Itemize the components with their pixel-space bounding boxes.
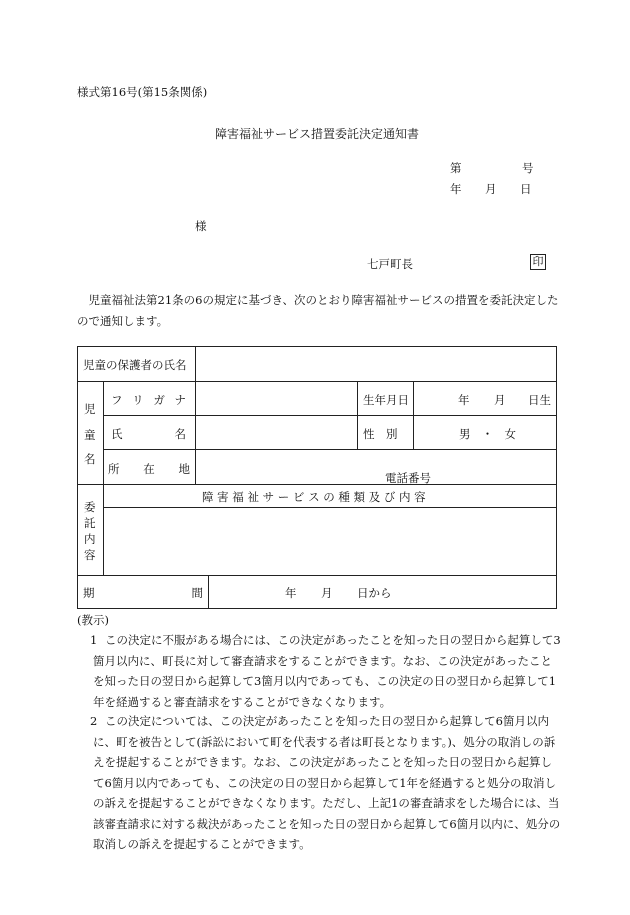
doc-number-suffix: 号	[522, 161, 534, 175]
note-1-number: 1	[90, 633, 98, 647]
furigana-char: リ	[132, 393, 144, 407]
issuer-name: 七戸町長	[367, 257, 413, 271]
entrust-char-2: 託	[84, 516, 96, 530]
guardian-name-field[interactable]	[200, 351, 552, 377]
note-1-text: この決定に不服がある場合には、この決定があったことを知った日の翌日から起算して3箇月以内に、町長に対して審査請求をすることができます。なお、この決定があったことを知った日の翌日から起算して3箇月以内であっても、この決定の日の翌日から起算して1年を経過すると審査請求をすることができなくなります。	[93, 633, 561, 709]
seal-mark: 印	[530, 254, 546, 270]
notes-heading: (教示)	[77, 613, 109, 627]
birth-month-label: 月	[494, 393, 506, 407]
period-char: 期	[83, 586, 95, 600]
name-char: 名	[174, 427, 186, 441]
period-char: 間	[191, 586, 203, 600]
furigana-char: ガ	[153, 393, 165, 407]
sex-option-male[interactable]: 男	[459, 427, 471, 441]
entrust-char-3: 内	[84, 532, 96, 546]
birth-day-label: 日生	[528, 393, 551, 407]
note-2-number: 2	[90, 714, 98, 728]
address-label	[108, 461, 190, 477]
intro-paragraph: 児童福祉法第21条の6の規定に基づき、次のとおり障害福祉サービスの措置を委託決定したので通知します。	[77, 293, 559, 328]
form-number-label: 様式第16号(第15条関係)	[77, 85, 208, 99]
note-2-text: この決定については、この決定があったことを知った日の翌日から起算して6箇月以内に、町を被告として(訴訟において町を代表する者は町長となります。)、処分の取消しの訴えを提起することができます。なお、この決定があったことを知った日の翌日から起算して6箇月以内であっても、この決定の日の翌日から起算して1年を経過すると処分の取消しの訴えを提起することができなくなります。ただし、上記1の審査請求をした場合には、当該審査請求に対する裁決があったことを知った日の翌日から起算して6箇月以内に、処分の取消しの訴えを提起することができます。	[93, 714, 561, 851]
period-month-label: 月	[321, 586, 333, 600]
child-group-char-1: 児	[84, 402, 96, 416]
entrust-char-1: 委	[84, 500, 96, 514]
entrust-char-4: 容	[84, 548, 96, 562]
date-year-label: 年	[450, 182, 462, 196]
furigana-char: ナ	[174, 393, 186, 407]
phone-number-label: 電話番号	[385, 471, 431, 485]
document-title: 障害福祉サービス措置委託決定通知書	[215, 127, 420, 141]
address-char: 在	[143, 462, 155, 476]
period-label	[83, 585, 203, 601]
period-from-label: 日から	[357, 586, 392, 600]
birth-date-label: 生年月日	[363, 393, 409, 407]
address-char: 所	[108, 462, 120, 476]
child-name-label	[111, 426, 186, 442]
guardian-name-label: 児童の保護者の氏名	[83, 358, 187, 372]
address-char: 地	[178, 462, 190, 476]
furigana-label	[111, 392, 186, 408]
sex-options	[459, 426, 516, 442]
birth-year-label: 年	[458, 393, 470, 407]
doc-number-prefix: 第	[450, 161, 462, 175]
service-type-header: 障 害 福 祉 サ ー ビ ス の 種 類 及 び 内 容	[202, 490, 426, 504]
name-char: 氏	[111, 427, 123, 441]
child-group-char-2: 童	[84, 428, 96, 442]
child-group-char-3: 名	[84, 452, 96, 466]
furigana-char: フ	[111, 393, 123, 407]
service-content-field[interactable]	[108, 511, 552, 571]
entrustment-table	[77, 346, 557, 609]
sex-option-separator: ・	[481, 427, 494, 441]
date-month-label: 月	[485, 182, 497, 196]
sex-option-female[interactable]: 女	[504, 427, 516, 441]
date-day-label: 日	[520, 182, 532, 196]
period-year-label: 年	[285, 586, 297, 600]
address-field[interactable]	[200, 453, 552, 471]
recipient-suffix: 様	[195, 219, 207, 233]
child-name-field[interactable]	[200, 419, 352, 445]
furigana-field[interactable]	[200, 385, 352, 411]
sex-label: 性 別	[363, 427, 398, 441]
